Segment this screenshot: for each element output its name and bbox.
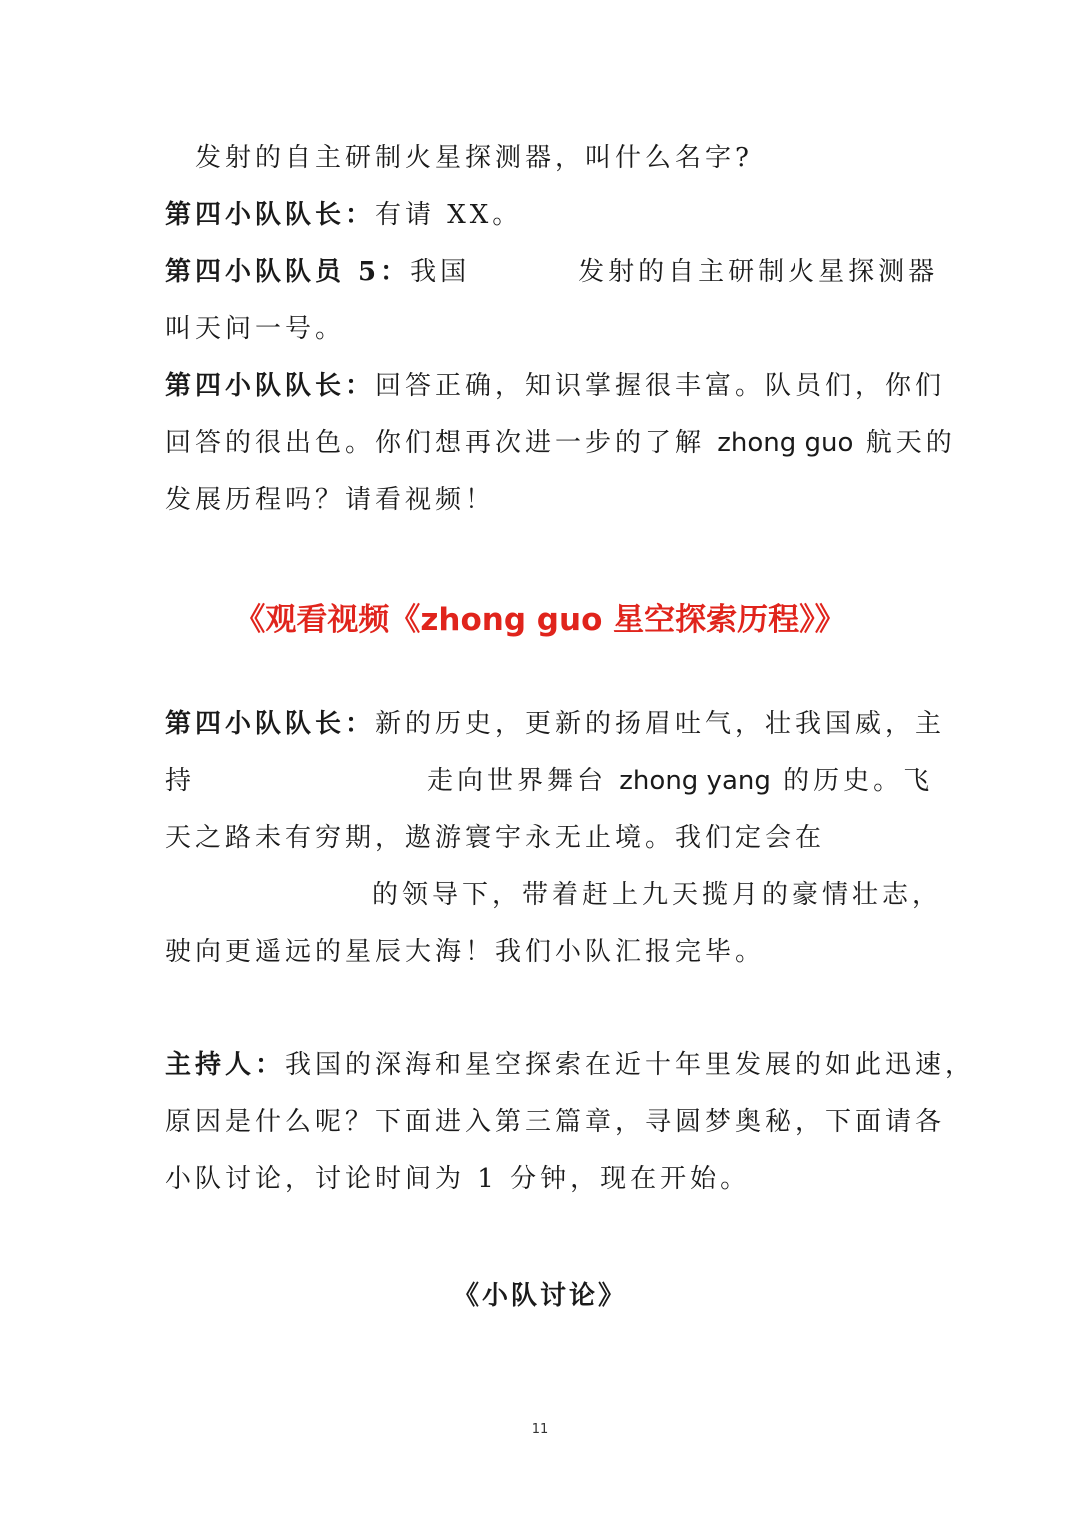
dialogue-line [372,877,942,913]
dialogue-text: 叫天问一号。 [165,314,346,344]
dialogue-line [165,482,495,518]
speaker-label: 第四小队队长： [165,200,376,230]
paragraph-line [195,140,753,176]
dialogue-line [165,934,765,970]
dialogue-text: 原因是什么呢？下面进入第三篇章，寻圆梦奥秘，下面请各 [165,1107,946,1137]
speaker-label: 主持人： [165,1050,286,1080]
dialogue-line [165,1104,945,1140]
paragraph-text: 发射的自主研制火星探测器，叫什么名字? [195,143,753,173]
dialogue-line [165,706,945,742]
dialogue-line [165,254,938,290]
latin-text: zhong guo [717,428,854,458]
discussion-heading: 《小队讨论》 [452,1281,627,1311]
dialogue-text: 小队讨论，讨论时间为 1 分钟，现在开始。 [165,1164,751,1194]
latin-text: zhong yang [619,766,771,796]
dialogue-text: 天之路未有穷期，遨游寰宇永无止境。我们定会在 [165,823,826,853]
dialogue-line [165,368,945,404]
dialogue-line [165,1161,750,1197]
speaker-label: 第四小队队员 5： [165,257,411,287]
dialogue-line [165,311,345,347]
dialogue-text: 发射的自主研制火星探测器 [578,257,939,287]
dialogue-text: 我国的深海和星空探索在近十年里发展的如此迅速， [285,1050,976,1080]
dialogue-text: 新的历史，更新的扬眉吐气，壮我国威，主 [375,709,946,739]
dialogue-text: 驶向更遥远的星辰大海！我们小队汇报完毕。 [165,937,766,967]
dialogue-line [165,763,933,799]
video-heading: 《观看视频《zhong guo 星空探索历程》》 [234,602,846,638]
dialogue-text: 我国 [410,257,471,287]
speaker-label: 第四小队队长： [165,371,376,401]
speaker-label: 第四小队队长： [165,709,376,739]
dialogue-text: 的历史。飞 [770,766,934,796]
dialogue-text: 的领导下，带着赶上九天揽月的豪情壮志， [372,880,943,910]
dialogue-line [165,1047,975,1083]
page-number: 11 [531,1422,549,1437]
dialogue-text: 发展历程吗？请看视频！ [165,485,496,515]
dialogue-text: 持 [165,766,196,796]
dialogue-text: 走向世界舞台 [427,766,620,796]
dialogue-text: 航天的 [853,428,956,458]
dialogue-text: 回答的很出色。你们想再次进一步的了解 [165,428,718,458]
dialogue-text: 回答正确，知识掌握很丰富。队员们，你们 [375,371,946,401]
dialogue-line [165,197,522,233]
dialogue-line [165,425,956,461]
dialogue-text: 有请 XX。 [375,200,523,230]
dialogue-line [165,820,825,856]
